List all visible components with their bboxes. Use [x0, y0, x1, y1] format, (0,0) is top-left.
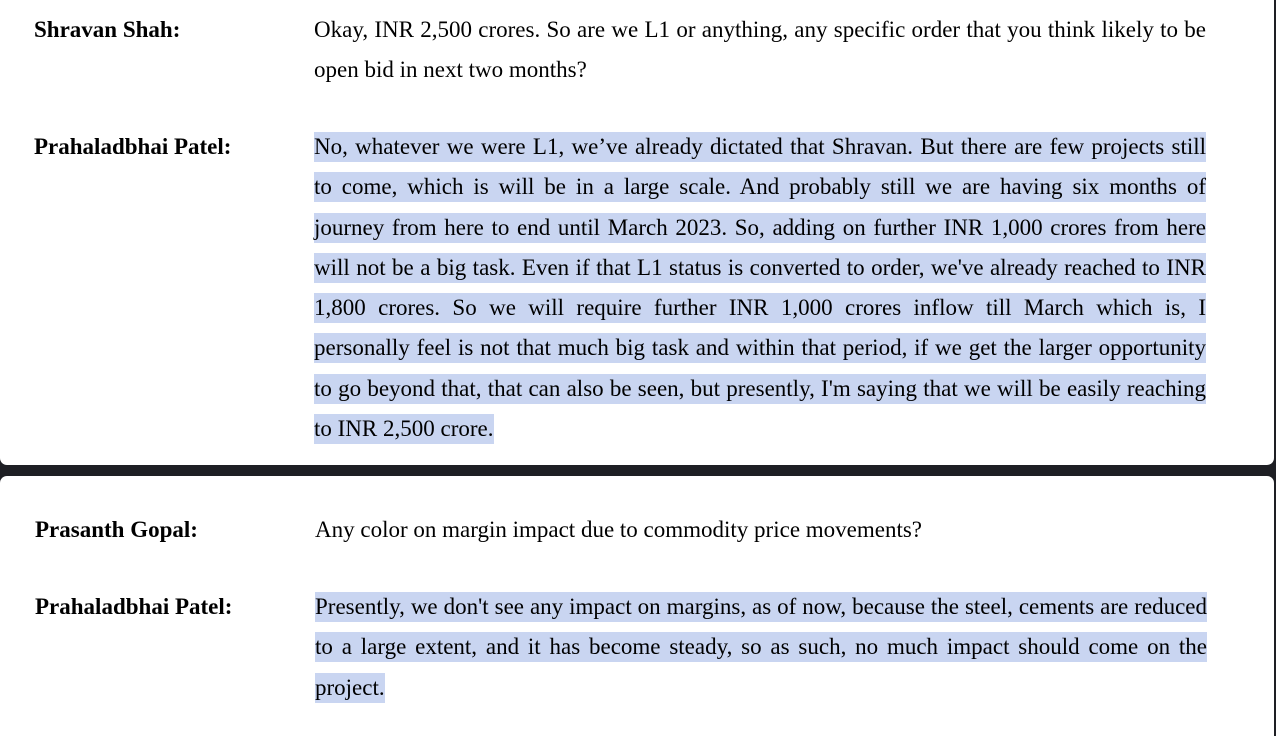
statement-text: Any color on margin impact due to commodity price movements?: [315, 517, 923, 542]
selected-text[interactable]: Presently, we don't see any impact on margins, as of now, because the steel, cements are reduced to a large extent, and it has become steady, so as such, no much impact should come on the project.: [315, 592, 1207, 703]
statement-text: Okay, INR 2,500 crores. So are we L1 or anything, any specific order that you think likely to be open bid in next two months?: [314, 17, 1206, 83]
speaker-statement[interactable]: [314, 127, 1206, 449]
selected-text[interactable]: No, whatever we were L1, we’ve already dictated that Shravan. But there are few projects still to come, which is will be in a large scale. And probably still we are having six months of journey from here to end until March 2023. So, adding on further INR 1,000 crores from here will not be a big task. Even if that L1 status is converted to order, we've already reached to INR 1,800 crores. So we will require further INR 1,000 crores inflow till March which is, I personally feel is not that much big task and within that period, if we get the larger opportunity to go beyond that, that can also be seen, but presently, I'm saying that we will be easily reaching to INR 2,500 crore.: [314, 132, 1206, 444]
speaker-statement[interactable]: [315, 510, 1207, 550]
document-page-2: [0, 476, 1274, 736]
speaker-name: Prahaladbhai Patel:: [35, 594, 233, 619]
speaker-name: Shravan Shah:: [34, 17, 181, 42]
speaker-name: Prahaladbhai Patel:: [34, 134, 232, 159]
speaker-statement[interactable]: [315, 587, 1207, 708]
speaker-name: Prasanth Gopal:: [35, 517, 198, 542]
speaker-statement[interactable]: [314, 10, 1206, 91]
